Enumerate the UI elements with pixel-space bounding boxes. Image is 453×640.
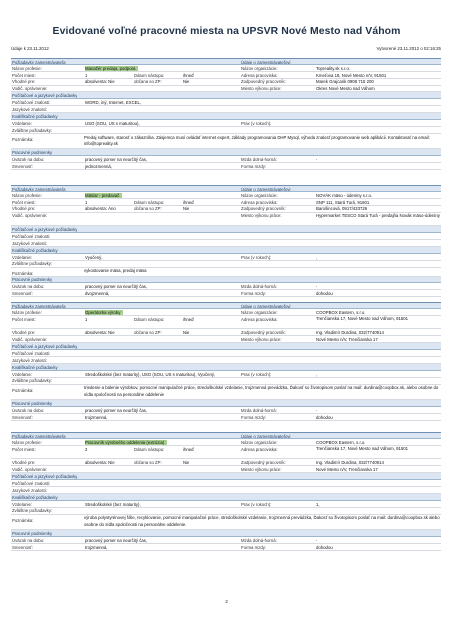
other-row — [11, 508, 441, 515]
computer-label: Počítačové znalosti: — [12, 233, 51, 239]
profession-value — [85, 193, 122, 198]
section-contact-title: Údaje o zamestnávateľovi — [241, 433, 291, 439]
computer-label: Počítačové znalosti: — [12, 100, 51, 106]
experience-label: Prax (v rokoch): — [241, 501, 272, 507]
shifts-row — [11, 414, 441, 421]
profession-label: Názov profesie: — [12, 192, 42, 198]
places-row — [11, 72, 441, 79]
section-qual-row — [11, 494, 441, 501]
profession-highlight: Manažér predaja, podpora — [85, 66, 138, 71]
education-row — [11, 120, 441, 127]
profession-highlight: Pracovník výrobného oddelenia (extrúzia) — [85, 440, 167, 445]
section-employer-title: Požiadavky zamestnávateľa — [12, 303, 66, 309]
suitable-label: Vhodné pre: — [12, 330, 36, 336]
language-row — [11, 487, 441, 494]
language-row — [11, 357, 441, 364]
start-label: Dátum nástupu: — [134, 316, 165, 322]
contract-label: Úväzok na dobu: — [12, 284, 45, 290]
contract-label: Úväzok na dobu: — [12, 407, 45, 413]
education-label: Vzdelanie: — [12, 501, 33, 507]
suitable-row — [11, 79, 441, 86]
other-label: Zvláštne požiadavky: — [12, 127, 53, 133]
section-skills-row — [11, 226, 441, 233]
address-label: Adresa pracoviska: — [241, 446, 278, 452]
shifts-value: trojzmenná, — [85, 544, 108, 550]
created-timestamp: Vytvorené 23.11.2012 o 02:16:25 — [376, 46, 441, 51]
contract-label: Úväzok na dobu: — [12, 156, 45, 162]
education-value: Stredoškolské (bez maturity), USO (SOU, US s maturitou), Vyučený, — [85, 371, 216, 377]
section-employer-title: Požiadavky zamestnávateľa — [12, 59, 66, 65]
section-contact-title: Údaje o zamestnávateľovi — [241, 59, 291, 65]
ztp-label: občana so ZP: — [134, 330, 162, 336]
note-label: Poznámka: — [12, 518, 34, 524]
suitable-value: absolventa: Nie — [85, 79, 115, 85]
section-contact-title: Údaje o zamestnávateľovi — [241, 303, 291, 309]
note-value: triedenie a balenie výrobkov, pomocné manipulačné práce, stredoškolské vzdelanie, trojzmenná prevádzka, Ďakosť so životopisom poslať na mail: durdina@coopbox.sk, alebo osobne do sídla spoločnosti na personálne oddelenie — [84, 385, 439, 397]
computer-label: Počítačové znalosti: — [12, 350, 51, 356]
pay-form-label: Forma mzdy: — [241, 544, 267, 550]
education-label: Vzdelanie: — [12, 371, 33, 377]
computer-row — [11, 350, 441, 357]
address-value: SNP 111, Stará Turá, 91601 — [316, 199, 370, 205]
contract-value: pracovný pomer na neurčitý čas, — [85, 407, 148, 413]
suitable-value: absolventa: Nie — [85, 460, 115, 466]
contract-row — [11, 283, 441, 290]
address-label: Adresa pracoviska: — [241, 72, 278, 78]
experience-value: 1, — [316, 501, 320, 507]
places-row — [11, 316, 441, 330]
shifts-label: Smennosť: — [12, 544, 33, 550]
start-value: ihneď — [183, 199, 194, 205]
ztp-value: Nie — [183, 79, 190, 85]
places-label: Počet miest: — [12, 316, 36, 322]
start-value: ihneď — [183, 72, 194, 78]
contact-value: Ing. Vladimír Durdina, 032/7740914 — [316, 460, 384, 466]
section-conditions-title: Pracovné podmienky — [12, 277, 53, 283]
org-label: Názov organizácie: — [241, 309, 278, 315]
other-row — [11, 378, 441, 385]
salary-label: Mzda dolná-horná: — [241, 407, 277, 413]
contract-label: Úväzok na dobu: — [12, 537, 45, 543]
education-row — [11, 371, 441, 378]
section-header-row — [11, 185, 441, 192]
note-value: Predaj software, starosť o zákazníka. Zásjemca musí ovládať internet expert, základy programovania DHP Mysql, výhoda znalosť programovanie web aplikácii. Kontaktovať na email: info@topreality.sk — [84, 134, 430, 147]
experience-value: , — [316, 371, 318, 377]
experience-label: Prax (v rokoch): — [241, 120, 272, 126]
start-value: ihneď — [183, 316, 194, 322]
shifts-value: dvojzmenná, — [85, 291, 110, 297]
education-row — [11, 254, 441, 261]
data-date: Údaje k 23.11.2012 — [11, 46, 49, 51]
org-value: COOPBOX Eastern, s.r.o. — [316, 439, 366, 445]
places-value: 3 — [85, 446, 88, 452]
note-row — [11, 515, 441, 530]
shifts-row — [11, 544, 441, 551]
salary-value: - — [316, 537, 318, 543]
pay-form-label: Forma mzdy: — [241, 291, 267, 297]
section-skills-title: Počítačové a jazykové požiadavky — [12, 343, 78, 349]
note-row — [11, 134, 441, 149]
suitable-row — [11, 206, 441, 213]
note-label: Poznámka: — [12, 137, 34, 143]
license-label: Vodič. oprávnenie: — [12, 467, 48, 473]
profession-value — [85, 440, 167, 445]
section-employer-title: Požiadavky zamestnávateľa — [12, 433, 66, 439]
workplace-label: Miesto výkonu práce: — [241, 213, 282, 219]
other-row — [11, 127, 441, 134]
computer-row — [11, 480, 441, 487]
section-employer-title: Požiadavky zamestnávateľa — [12, 186, 66, 192]
start-label: Dátum nástupu: — [134, 72, 165, 78]
experience-label: Prax (v rokoch): — [241, 254, 272, 260]
contact-value: Ing. Vladimír Durdina, 032/7740914 — [316, 330, 384, 336]
pay-form-value: dohodou — [316, 544, 333, 550]
suitable-row — [11, 329, 441, 336]
note-label: Poznámka: — [12, 388, 34, 394]
contact-value: Barošincová, 0917/433726 — [316, 206, 368, 212]
org-label: Názov organizácie: — [241, 192, 278, 198]
other-row — [11, 261, 441, 268]
ztp-label: občana so ZP: — [134, 206, 162, 212]
other-label: Zvláštne požiadavky: — [12, 508, 53, 514]
suitable-row — [11, 459, 441, 466]
education-label: Vzdelanie: — [12, 120, 33, 126]
ztp-value: Nie — [183, 206, 190, 212]
education-value: USO (SOU, US s maturitou), — [85, 120, 140, 126]
profession-label: Názov profesie: — [12, 439, 42, 445]
license-row — [11, 466, 441, 473]
profession-row — [11, 309, 441, 316]
pay-form-label: Forma mzdy: — [241, 163, 267, 169]
section-skills-title: Počítačové a jazykové požiadavky — [12, 93, 78, 99]
page-number: 2 — [225, 598, 228, 604]
workplace-value: Hypermarket TESCO Stará Turá - predajňa Novák mäso-údeniny — [316, 213, 440, 219]
contract-value: pracovný pomer na neurčitý čas, — [85, 537, 148, 543]
shifts-row — [11, 290, 441, 297]
section-conditions-title: Pracovné podmienky — [12, 400, 53, 406]
other-label: Zvláštne požiadavky: — [12, 378, 53, 384]
suitable-label: Vhodné pre: — [12, 460, 36, 466]
section-qual-row — [11, 364, 441, 371]
license-label: Vodič. oprávnenie: — [12, 86, 48, 92]
note-label: Poznámka: — [12, 271, 34, 277]
section-skills-title: Počítačové a jazykové požiadavky — [12, 226, 78, 232]
license-label: Vodič. oprávnenie: — [12, 337, 48, 343]
education-value: Vyučený, — [85, 254, 103, 260]
section-qual-row — [11, 247, 441, 254]
language-label: Jazykové znalosti: — [12, 357, 47, 363]
salary-value: - — [316, 156, 318, 162]
pay-form-value: dohodou — [316, 414, 333, 420]
computer-value: WORD, iný, Internet, EXCEL, — [85, 100, 142, 106]
page-title: Evidované voľné pracovné miesta na UPSVR Nové Mesto nad Váhom — [52, 26, 401, 37]
profession-highlight: Operátorka výroby — [85, 310, 123, 315]
ztp-label: občana so ZP: — [134, 460, 162, 466]
contact-label: Zodpovedný pracovník: — [241, 206, 286, 212]
suitable-value: absolventa: Nie — [85, 330, 115, 336]
places-label: Počet miest: — [12, 199, 36, 205]
org-value: NOVÁK mäso - údeniny s.r.o. — [316, 192, 373, 198]
suitable-value: absolventa: Áno — [85, 206, 116, 212]
profession-row — [11, 192, 441, 199]
section-conditions-row — [11, 277, 441, 284]
salary-label: Mzda dolná-horná: — [241, 284, 277, 290]
profession-label: Názov profesie: — [12, 65, 42, 71]
profession-highlight: Mäsiar - predavač — [85, 193, 122, 198]
contract-row — [11, 537, 441, 544]
note-value: výroba polystyrénovej fólie, recyklovanie, pomocné manipulačné práce, stredoškolské vzdelanie, trojzmenná prevádzka, Ďakosť so životopisom poslať na mail: durdina@coopbox.sk alebo osobne do sídla spoločnosti na personálne oddelenie. — [84, 515, 440, 527]
section-header-row — [11, 302, 441, 309]
profession-value — [85, 66, 138, 71]
workplace-value: Okres Nové Mesto nad Váhom — [316, 86, 375, 92]
section-qual-title: Kvalifikačné požiadavky — [12, 247, 58, 253]
language-label: Jazykové znalosti: — [12, 487, 47, 493]
section-conditions-title: Pracovné podmienky — [12, 530, 53, 536]
section-qual-title: Kvalifikačné požiadavky — [12, 113, 58, 119]
shifts-value: jednozmenná, — [85, 163, 112, 169]
contract-value: pracovný pomer na neurčitý čas, — [85, 284, 148, 290]
section-skills-row — [11, 92, 441, 99]
workplace-label: Miesto výkonu práce: — [241, 467, 282, 473]
profession-label: Názov profesie: — [12, 309, 42, 315]
contract-row — [11, 156, 441, 163]
section-contact-title: Údaje o zamestnávateľovi — [241, 186, 291, 192]
places-label: Počet miest: — [12, 446, 36, 452]
section-skills-row — [11, 473, 441, 480]
section-conditions-title: Pracovné podmienky — [12, 150, 53, 156]
places-value: 1 — [85, 316, 88, 322]
workplace-label: Miesto výkonu práce: — [241, 86, 282, 92]
org-value: Topreality.sk s.r.o. — [316, 65, 351, 71]
start-label: Dátum nástupu: — [134, 199, 165, 205]
shifts-value: trojzmenná, — [85, 414, 108, 420]
section-header-row — [11, 432, 441, 439]
computer-label: Počítačové znalosti: — [12, 480, 51, 486]
experience-label: Prax (v rokoch): — [241, 371, 272, 377]
suitable-label: Vhodné pre: — [12, 206, 36, 212]
license-row — [11, 213, 441, 227]
section-qual-row — [11, 113, 441, 120]
ztp-value: Nie — [183, 460, 190, 466]
places-label: Počet miest: — [12, 72, 36, 78]
places-row — [11, 199, 441, 206]
section-qual-title: Kvalifikačné požiadavky — [12, 494, 58, 500]
address-value: Trenčianska 17, Nové Mesto nad Váhom, 91501 — [316, 446, 409, 452]
places-value: 1 — [85, 72, 88, 78]
section-conditions-row — [11, 530, 441, 537]
contact-label: Zodpovedný pracovník: — [241, 330, 286, 336]
workplace-value: Nové Mesto n/V, Trenčianska 17 — [316, 467, 378, 473]
language-label: Jazykové znalosti: — [12, 240, 47, 246]
job-offer-2 — [11, 185, 441, 297]
contact-label: Zodpovedný pracovník: — [241, 79, 286, 85]
section-qual-title: Kvalifikačné požiadavky — [12, 364, 58, 370]
profession-row — [11, 439, 441, 446]
address-label: Adresa pracoviska: — [241, 316, 278, 322]
shifts-label: Smennosť: — [12, 163, 33, 169]
salary-value: - — [316, 284, 318, 290]
language-label: Jazykové znalosti: — [12, 107, 47, 113]
suitable-label: Vhodné pre: — [12, 79, 36, 85]
start-label: Dátum nástupu: — [134, 446, 165, 452]
salary-value: - — [316, 407, 318, 413]
shifts-label: Smennosť: — [12, 291, 33, 297]
address-value: Trenčianska 17, Nové Mesto nad Váhom, 91501 — [316, 316, 409, 322]
section-skills-row — [11, 343, 441, 350]
org-label: Názov organizácie: — [241, 65, 278, 71]
start-value: ihneď — [183, 446, 194, 452]
computer-row — [11, 233, 441, 240]
places-value: 1 — [85, 199, 88, 205]
address-label: Adresa pracoviska: — [241, 199, 278, 205]
section-header-row — [11, 58, 441, 65]
computer-row — [11, 99, 441, 106]
shifts-label: Smennosť: — [12, 414, 33, 420]
ztp-label: občana so ZP: — [134, 79, 162, 85]
section-conditions-row — [11, 149, 441, 156]
experience-value: , — [316, 254, 318, 260]
contract-row — [11, 407, 441, 414]
contact-value: Marek Grajcarik 0908 715 200 — [316, 79, 374, 85]
job-offer-3 — [11, 302, 441, 421]
shifts-row — [11, 163, 441, 170]
profession-row — [11, 65, 441, 72]
section-conditions-row — [11, 400, 441, 407]
contact-label: Zodpovedný pracovník: — [241, 460, 286, 466]
language-row — [11, 240, 441, 247]
pay-form-value: dohodou — [316, 291, 333, 297]
org-label: Názov organizácie: — [241, 439, 278, 445]
salary-label: Mzda dolná-horná: — [241, 156, 277, 162]
education-row — [11, 501, 441, 508]
workplace-value: Nové Mesto n/V, Trenčianska 17 — [316, 337, 378, 343]
education-value: Stredoškolské (bez maturity), — [85, 501, 141, 507]
profession-value — [85, 310, 123, 315]
license-label: Vodič. oprávnenie: — [12, 213, 48, 219]
note-value: vykostovanie mäsa, predaj mäsa — [84, 268, 147, 274]
org-value: COOPBOX Eastern, s.r.o. — [316, 309, 366, 315]
license-row — [11, 336, 441, 343]
note-row — [11, 385, 441, 400]
other-label: Zvláštne požiadavky: — [12, 261, 53, 267]
pay-form-label: Forma mzdy: — [241, 414, 267, 420]
contract-value: pracovný pomer na neurčitý čas, — [85, 156, 148, 162]
salary-label: Mzda dolná-horná: — [241, 537, 277, 543]
section-skills-title: Počítačové a jazykové požiadavky — [12, 473, 78, 479]
job-offer-1 — [11, 58, 441, 170]
job-offer-4 — [11, 432, 441, 551]
workplace-label: Miesto výkonu práce: — [241, 337, 282, 343]
education-label: Vzdelanie: — [12, 254, 33, 260]
license-row — [11, 86, 441, 93]
address-value: Kmeťova 18, Nové Mesto n/V, 91501 — [316, 72, 387, 78]
ztp-value: Nie — [183, 330, 190, 336]
places-row — [11, 446, 441, 460]
note-row — [11, 268, 441, 277]
language-row — [11, 106, 441, 113]
